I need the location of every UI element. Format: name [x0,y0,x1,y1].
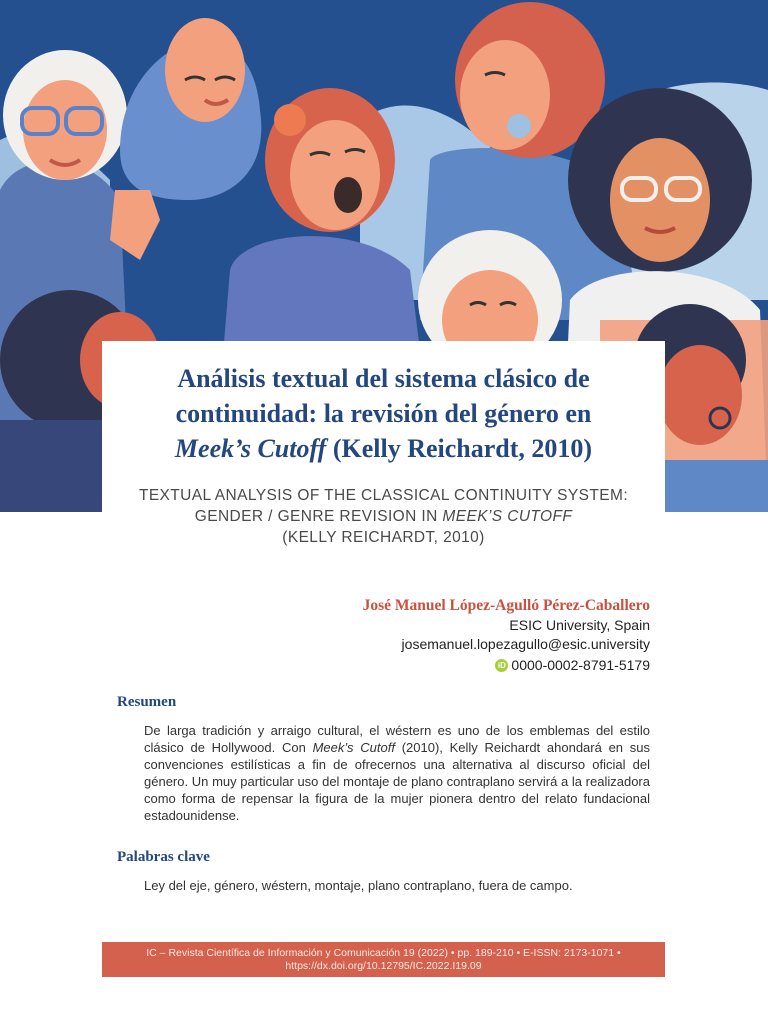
orcid-icon: iD [495,659,508,672]
author-block [363,596,650,675]
keywords-text: Ley del eje, género, wéstern, montaje, plano contraplano, fuera de campo. [144,878,573,893]
orcid-id: 0000-0002-8791-5179 [511,657,650,673]
abstract-film-name: Meek’s Cutoff [312,740,395,755]
title-line-1: Análisis textual del sistema clásico de [177,364,590,393]
subtitle-line-3: (KELLY REICHARDT, 2010) [282,529,485,546]
article-title [102,361,665,466]
title-film-name: Meek’s Cutoff [174,434,327,463]
footer-line-1: IC – Revista Científica de Información y Comunicación 19 (2022) • pp. 189-210 • E-ISSN: 2173-1071 • [146,946,621,959]
abstract-text [144,722,650,824]
keywords-heading: Palabras clave [117,849,210,865]
title-line-3: (Kelly Reichardt, 2010) [326,434,593,463]
author-name: José Manuel López-Agulló Pérez-Caballero [362,597,650,614]
english-title [102,485,665,548]
abstract-text-b: (2010), Kelly Reichardt ahondará en sus convenciones estilísticas a fin de ofrecernos una alternativa al discurso oficial del género. Un muy particular uso del montaje de plano contraplano servirá a la realizadora como forma de repensar la figura de la mujer pionera dentro del relato fundacional estadounidense. [144,740,650,823]
abstract-text-a: De larga tradición y arraigo cultural, el wéstern es uno de los emblemas del estilo clásico de Hollywood. Con [144,723,650,755]
author-email[interactable]: josemanuel.lopezagullo@esic.university [401,636,650,652]
subtitle-film-name: MEEK’S CUTOFF [442,508,573,525]
journal-footer [102,942,665,977]
title-line-2: continuidad: la revisión del género en [175,399,592,428]
subtitle-line-1: TEXTUAL ANALYSIS OF THE CLASSICAL CONTINUITY SYSTEM: [138,487,629,504]
abstract-heading: Resumen [117,694,177,710]
author-affiliation: ESIC University, Spain [509,617,650,633]
subtitle-line-2: GENDER / GENRE REVISION IN [194,508,443,525]
footer-doi-link[interactable]: https://dx.doi.org/10.12795/IC.2022.I19.09 [285,959,482,972]
orcid-row[interactable] [495,656,650,675]
